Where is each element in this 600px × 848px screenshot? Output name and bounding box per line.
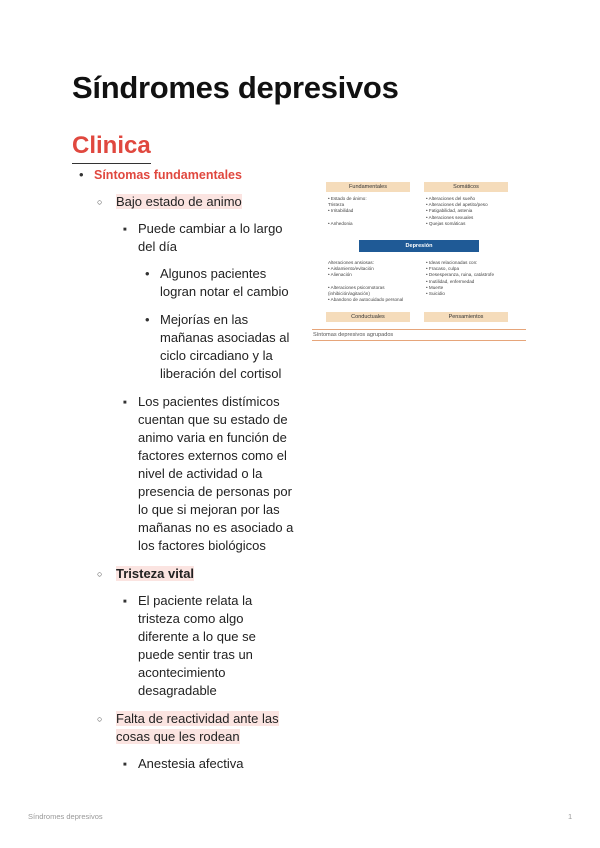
diagram-center-label: Depresión (359, 240, 479, 252)
diagram-list-item: Alteraciones ansiosas: (328, 260, 374, 265)
list-item: • Mejorías en las mañanas asociadas al ciclo circadiano y la liberación del cortisol (138, 311, 294, 383)
diagram-list-item: • Ideas relacionadas con: (426, 260, 478, 265)
content-column (72, 166, 294, 783)
diagram-label-pensamientos: Pensamientos (424, 312, 508, 322)
diagram-list-item: • Irritabilidad (328, 208, 354, 214)
list-item: • Algunos pacientes logran notar el cambio (138, 265, 294, 301)
depression-diagram-figure (312, 178, 526, 341)
diagram-list-item: • Abandono de autocuidado personal (328, 297, 404, 303)
diagram-list-item: • Suicidio (426, 291, 445, 297)
page-title: Síndromes depresivos (72, 70, 399, 105)
diagram-label-fundamentales: Fundamentales (326, 182, 410, 192)
sub-sub-list (116, 220, 294, 555)
list-item-label: Tristeza vital (116, 566, 195, 581)
list-item: ■ Los pacientes distímicos cuentan que su estado de animo varia en función de factores externos como el nivel de actividad o la presencia de personas por lo que si mejoran por las mañanas no es asociado a los factores biológicos (116, 393, 294, 555)
diagram-list-item: (inhibición/agitación) (328, 291, 370, 297)
diagram-list-item: Tristeza (328, 202, 345, 208)
sub-sub-list (116, 592, 294, 700)
diagram-list-item: • Alteraciones del sueño (426, 196, 476, 201)
diagram-list-item: • Aislamiento/evitación (328, 266, 374, 272)
diagram-list-item: • Muerte (426, 284, 444, 290)
list-item: ■ Anestesia afectiva (116, 755, 294, 773)
list-item-bajo-animo (94, 193, 294, 555)
list-item (116, 220, 294, 383)
diagram (312, 178, 526, 326)
list-item-label: Síntomas fundamentales (94, 168, 242, 182)
diagram-label-conductuales: Conductuales (326, 312, 410, 322)
list-item-tristeza-vital (94, 565, 294, 700)
diagram-list-item: • Alteraciones sexuales (426, 214, 474, 220)
diagram-list-item: • Fatigabilidad, astenia (426, 208, 473, 214)
diagram-list-item: • Alteraciones psicomotoras (328, 284, 385, 290)
list-item-text: Puede cambiar a lo largo del día (138, 221, 283, 254)
footer-title: Síndromes depresivos (28, 812, 103, 821)
sub-sub-list (116, 755, 294, 773)
diagram-list-item: • Anhedonia (328, 220, 353, 226)
page-number: 1 (568, 812, 573, 821)
section-heading: Clinica (72, 132, 151, 164)
diagram-list-fundamentales (328, 196, 418, 227)
list-item-label: Bajo estado de animo (116, 194, 242, 209)
bullet-list (72, 166, 294, 773)
diagram-list-conductuales (328, 260, 424, 303)
list-item: ■ El paciente relata la tristeza como algo diferente a lo que se puede sentir tras un acontecimiento desagradable (116, 592, 294, 700)
diagram-list-item: • Inutilidad, enfermedad (426, 278, 475, 284)
nested-list (138, 265, 294, 383)
diagram-list-item: • Estado de ánimo: (328, 196, 367, 201)
diagram-list-item: • Fracaso, culpa (426, 266, 460, 272)
list-item-falta-reactividad (94, 710, 294, 773)
diagram-list-item: • Alteraciones del apetito/peso (426, 202, 488, 208)
diagram-label-somaticos: Somáticos (424, 182, 508, 192)
diagram-list-pensamientos (426, 260, 524, 297)
diagram-list-somaticos (426, 196, 524, 227)
diagram-list-item: • Quejas somáticas (426, 220, 466, 226)
diagram-list-item: • Desesperanza, ruina, catástrofe (426, 272, 494, 278)
figure-caption: Síntomas depresivos agrupados (312, 329, 526, 341)
list-item-label: Falta de reactividad ante las cosas que les rodean (116, 711, 279, 744)
sub-list (94, 193, 294, 773)
diagram-list-item: • Alienación (328, 272, 352, 278)
list-item-sintomas (72, 166, 294, 773)
